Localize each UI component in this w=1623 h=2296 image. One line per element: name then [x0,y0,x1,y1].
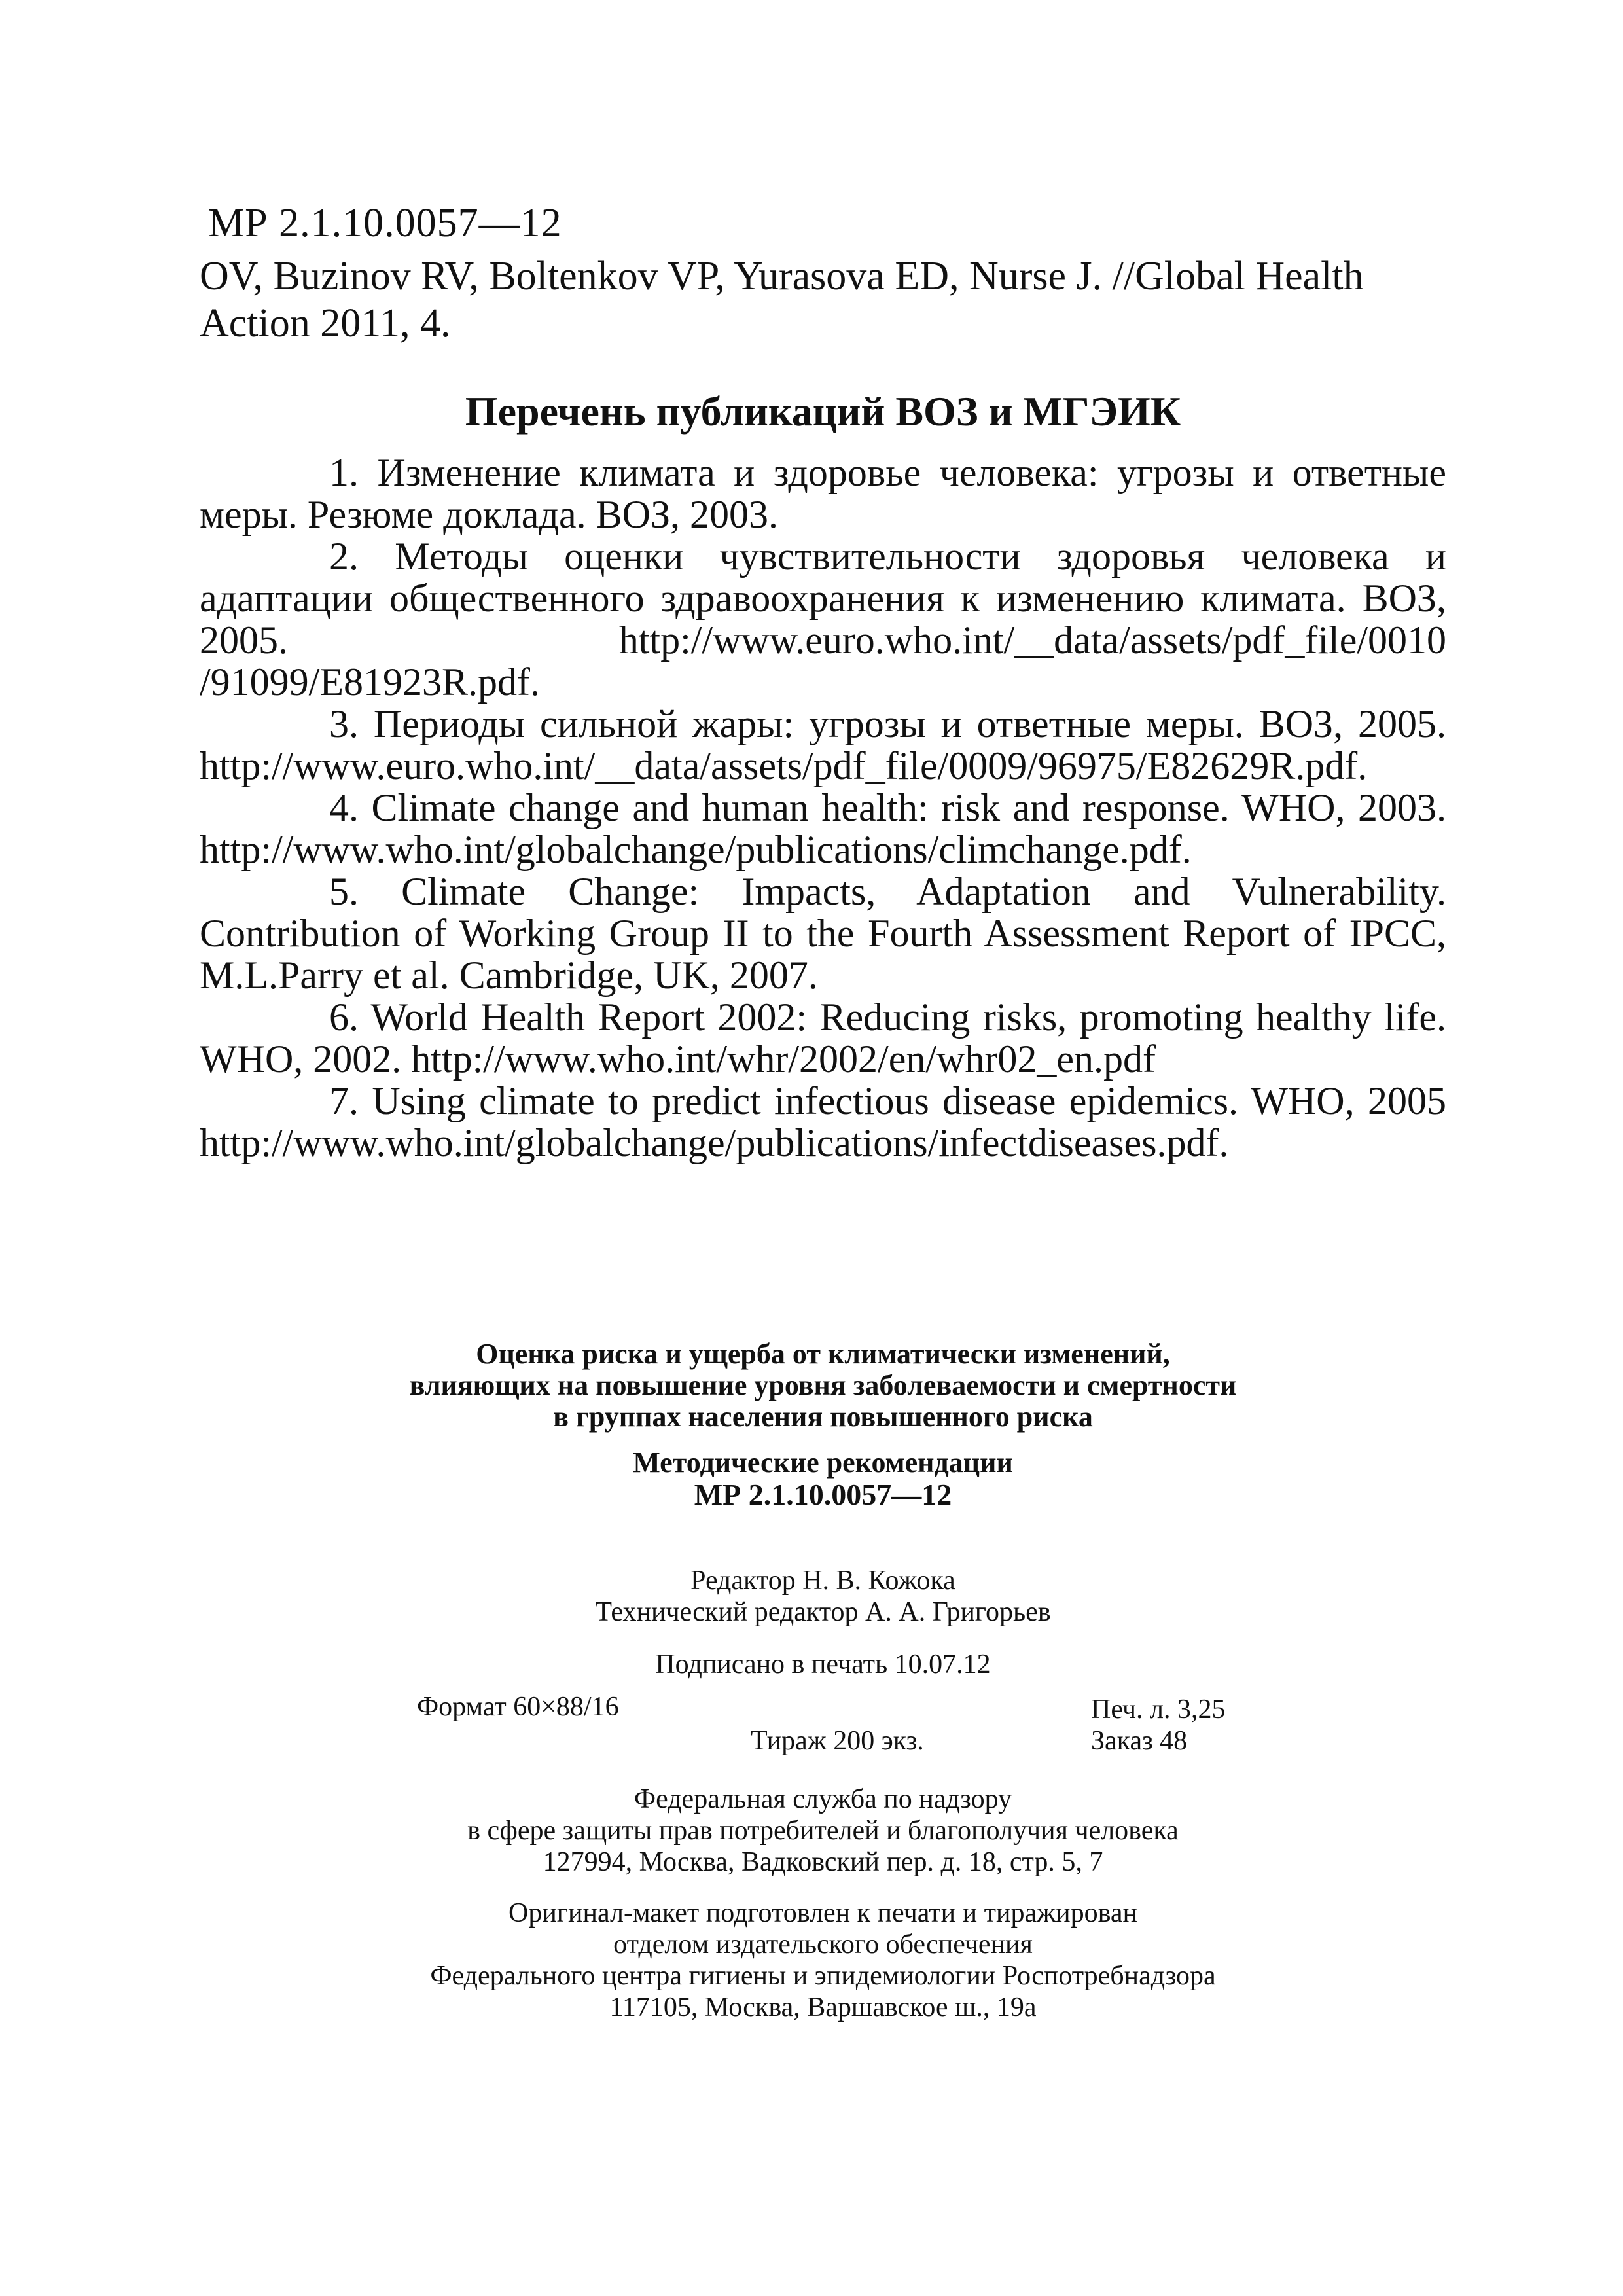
references-list [200,452,1446,1164]
reference-item-4: 4. Climate change and human health: risk and response. WHO, 2003. http://www.who.int/globalchange/publications/climchange.pdf. [200,786,1446,871]
colophon-title-line-2: влияющих на повышение уровня заболеваемости и смертности [409,1369,1237,1401]
document-code-header: МР 2.1.10.0057—12 [208,201,562,245]
publisher-block [200,1784,1446,1878]
print-run: Тираж 200 экз. [751,1726,924,1756]
reference-item-3: 3. Периоды сильной жары: угрозы и ответные меры. ВОЗ, 2005. http://www.euro.who.int/__data/assets/pdf_file/0009/96975/E82629R.pdf. [200,702,1446,787]
print-details [200,1691,1446,1764]
colophon-title-line-1: Оценка риска и ущерба от климатически изменений, [476,1338,1170,1370]
colophon-subtitle: Методические рекомендации [633,1446,1013,1479]
publisher-line-1: Федеральная служба по надзору [633,1784,1012,1814]
order-number: Заказ 48 [1091,1726,1188,1756]
printed-sheets: Печ. л. 3,25 [1091,1695,1226,1725]
technical-editor-credit: Технический редактор А. А. Григорьев [595,1597,1051,1627]
printer-line-2: отделом издательского обеспечения [613,1929,1033,1960]
reference-item-1: 1. Изменение климата и здоровье человека: угрозы и ответные меры. Резюме доклада. ВОЗ, 2003. [200,451,1446,536]
editor-credit: Редактор Н. В. Кожока [690,1566,955,1596]
signed-to-print: Подписано в печать 10.07.12 [655,1649,991,1679]
reference-item-7: 7. Using climate to predict infectious disease epidemics. WHO, 2005 http://www.who.int/globalchange/publications/infectdiseases.pdf. [200,1079,1446,1164]
printer-line-1: Оригинал-макет подготовлен к печати и тиражирован [508,1898,1137,1928]
colophon [200,1338,1446,2023]
publisher-address: 127994, Москва, Вадковский пер. д. 18, стр. 5, 7 [543,1847,1103,1877]
publisher-line-2: в сфере защиты прав потребителей и благополучия человека [467,1816,1179,1846]
reference-item-5: 5. Climate Change: Impacts, Adaptation and Vulnerability. Contribution of Working Group II to the Fourth Assessment Report of IPCC, M.L.Parry et al. Cambridge, UK, 2007. [200,870,1446,997]
colophon-document-code: МР 2.1.10.0057—12 [694,1478,952,1511]
colophon-title-line-3: в группах населения повышенного риска [553,1401,1093,1433]
reference-continuation: OV, Buzinov RV, Boltenkov VP, Yurasova ED, Nurse J. //Global Health Action 2011, 4. [200,254,1364,346]
paper-format: Формат 60×88/16 [417,1692,619,1722]
printer-address: 117105, Москва, Варшавское ш., 19а [609,1992,1037,2022]
references-title: Перечень публикаций ВОЗ и МГЭИК [465,388,1181,435]
reference-item-2: 2. Методы оценки чувствительности здоровья человека и адаптации общественного здравоохранения к изменению климата. ВОЗ, 2005. http://www.euro.who.int/__data/assets/pdf_file/0010 /91099/E81923R.pdf. [200,535,1446,704]
printer-block [200,1897,1446,2023]
reference-item-6: 6. World Health Report 2002: Reducing risks, promoting healthy life. WHO, 2002. http://www.who.int/whr/2002/en/whr02_en.pdf [200,996,1446,1081]
printer-line-3: Федерального центра гигиены и эпидемиологии Роспотребнадзора [430,1961,1216,1991]
